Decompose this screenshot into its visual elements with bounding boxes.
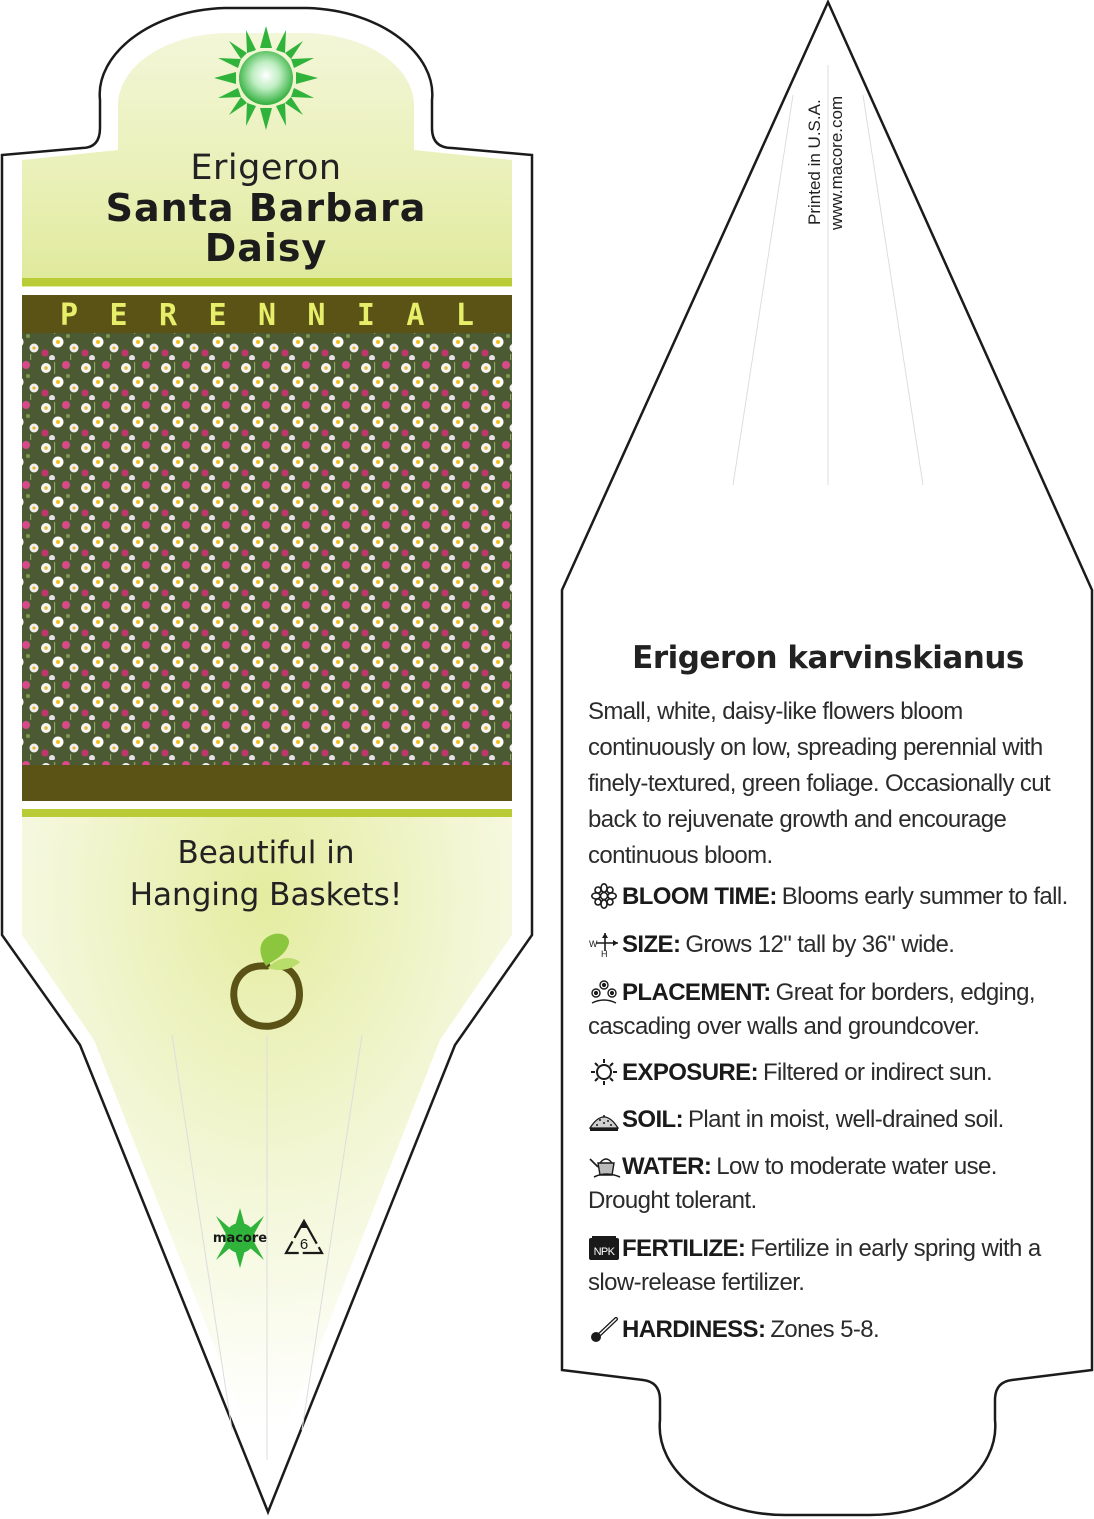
sun-burst-icon xyxy=(214,26,318,130)
brand-name: macore xyxy=(212,1231,268,1246)
soil-mound-icon xyxy=(588,1106,622,1132)
recycle-number: 6 xyxy=(299,1236,309,1253)
tagline xyxy=(80,832,452,916)
attr-text: Grows 12" tall by 36" wide. xyxy=(685,931,955,958)
npk-text: NPK xyxy=(593,1246,615,1258)
description: Small, white, daisy-like flowers bloom continuously on low, spreading perennial with finely-textured, green foliage. Occasionally cut back to rejuvenate growth and encourage continuous bloom. xyxy=(588,698,1051,869)
attr-size xyxy=(588,928,1068,962)
common-name xyxy=(40,188,492,268)
common-name-line1: Santa Barbara xyxy=(105,186,427,230)
attr-text: Low to moderate water use. Drought tolerant. xyxy=(588,1153,997,1214)
seedling-swirl-icon xyxy=(226,930,308,1030)
category-letter: A xyxy=(406,297,425,333)
category-band xyxy=(22,297,512,333)
attr-label: BLOOM TIME: xyxy=(622,883,777,910)
printed-info xyxy=(805,60,846,230)
attr-placement xyxy=(588,976,1068,1044)
botanical-name: Erigeron karvinskianus xyxy=(632,640,1024,676)
macore-logo-icon xyxy=(206,1208,274,1268)
attr-text: Blooms early summer to fall. xyxy=(781,883,1068,910)
website-url: www.macore.com xyxy=(827,95,846,230)
sun-icon xyxy=(588,1059,622,1085)
size-w-letter: W xyxy=(589,939,597,949)
plant-photo xyxy=(22,333,512,765)
category-letter: R xyxy=(158,297,178,333)
attr-label: PLACEMENT: xyxy=(622,979,771,1006)
size-h-letter: H xyxy=(601,949,607,957)
flower-cluster-icon xyxy=(588,979,622,1005)
attr-exposure xyxy=(588,1056,1068,1090)
recycle-icon xyxy=(282,1218,326,1258)
genus-name: Erigeron xyxy=(190,148,342,188)
category-letter: E xyxy=(109,297,128,333)
common-name-line2: Daisy xyxy=(204,226,328,270)
tagline-line2: Hanging Baskets! xyxy=(129,877,403,913)
attr-fertilize xyxy=(588,1232,1068,1300)
attr-water xyxy=(588,1150,1068,1218)
flower-icon xyxy=(588,883,622,909)
attr-label: SIZE: xyxy=(622,931,681,958)
category-letter: N xyxy=(257,297,276,333)
attr-hardiness xyxy=(588,1313,1068,1347)
watering-can-icon xyxy=(588,1153,622,1179)
category-letter: P xyxy=(60,297,79,333)
category-letter: I xyxy=(356,297,375,333)
attr-label: HARDINESS: xyxy=(622,1316,766,1343)
attr-bloom-time xyxy=(588,880,1068,914)
tagline-line1: Beautiful in xyxy=(177,835,355,871)
size-arrows-icon xyxy=(588,931,622,957)
category-letter: N xyxy=(307,297,326,333)
npk-bag-icon xyxy=(588,1235,622,1261)
attr-text: Great for borders, edging, cascading over walls and groundcover. xyxy=(588,979,1035,1040)
attr-text: Plant in moist, well-drained soil. xyxy=(688,1106,1004,1133)
attr-text: Zones 5-8. xyxy=(770,1316,880,1343)
category-letter: L xyxy=(455,297,474,333)
attr-text: Fertilize in early spring with a slow-release fertilizer. xyxy=(588,1235,1041,1296)
printed-in-usa: Printed in U.S.A. xyxy=(805,99,824,225)
attr-label: FERTILIZE: xyxy=(622,1235,746,1262)
attr-label: SOIL: xyxy=(622,1106,683,1133)
attr-label: EXPOSURE: xyxy=(622,1059,758,1086)
attr-label: WATER: xyxy=(622,1153,712,1180)
category-letter: E xyxy=(208,297,227,333)
thermometer-icon xyxy=(588,1316,622,1342)
attr-soil xyxy=(588,1103,1068,1137)
attr-text: Filtered or indirect sun. xyxy=(762,1059,993,1086)
